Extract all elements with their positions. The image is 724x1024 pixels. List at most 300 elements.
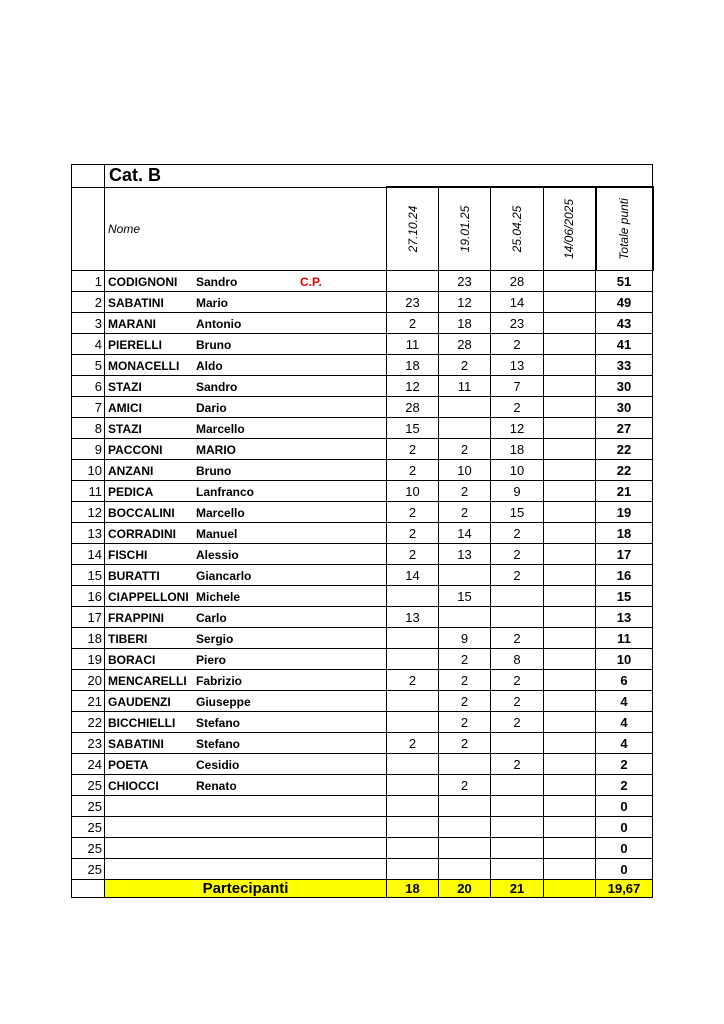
rank-cell: 25: [72, 775, 105, 796]
score-cell: [544, 649, 596, 670]
first-name: Carlo: [196, 610, 227, 625]
rank-cell: 15: [72, 565, 105, 586]
table-row: [72, 796, 653, 817]
rank-cell: 20: [72, 670, 105, 691]
score-cell: [491, 796, 544, 817]
total-cell: 0: [596, 838, 653, 859]
table-row: [72, 355, 653, 376]
rank-cell: 17: [72, 607, 105, 628]
score-cell: 2: [439, 649, 491, 670]
competitor-name-cell: [105, 313, 387, 334]
score-cell: 2: [491, 754, 544, 775]
surname: STAZI: [108, 421, 142, 436]
header-index-cell: [72, 187, 105, 271]
competitor-name-cell: [105, 544, 387, 565]
surname: ANZANI: [108, 463, 154, 478]
score-cell: 28: [491, 271, 544, 292]
total-cell: 43: [596, 313, 653, 334]
score-cell: 2: [387, 544, 439, 565]
score-cell: [544, 523, 596, 544]
header-date-2: [439, 187, 491, 271]
rank-cell: 14: [72, 544, 105, 565]
score-cell: 13: [491, 355, 544, 376]
table-row: [72, 523, 653, 544]
competitor-name-cell: [105, 502, 387, 523]
score-cell: [544, 607, 596, 628]
score-cell: 2: [439, 733, 491, 754]
rank-cell: 21: [72, 691, 105, 712]
score-cell: [544, 502, 596, 523]
competitor-name-cell: [105, 817, 387, 838]
first-name: Bruno: [196, 463, 232, 478]
score-cell: [387, 796, 439, 817]
total-cell: 13: [596, 607, 653, 628]
score-cell: 2: [491, 397, 544, 418]
competitor-name-cell: [105, 334, 387, 355]
participants-count: 20: [439, 880, 491, 898]
participants-count: 18: [387, 880, 439, 898]
score-cell: [544, 544, 596, 565]
score-cell: [491, 859, 544, 880]
date-label-4: 14/06/2025: [562, 198, 577, 260]
score-cell: [544, 775, 596, 796]
score-cell: 2: [387, 313, 439, 334]
score-cell: [544, 670, 596, 691]
surname: FRAPPINI: [108, 610, 165, 625]
competitor-name-cell: [105, 523, 387, 544]
surname: BOCCALINI: [108, 505, 175, 520]
table-row: [72, 376, 653, 397]
competitor-name-cell: [105, 418, 387, 439]
footer-row: [72, 880, 653, 898]
score-cell: 23: [387, 292, 439, 313]
total-cell: 51: [596, 271, 653, 292]
rank-cell: 24: [72, 754, 105, 775]
table-row: [72, 292, 653, 313]
competitor-name-cell: [105, 691, 387, 712]
total-cell: 22: [596, 460, 653, 481]
rank-cell: 22: [72, 712, 105, 733]
total-cell: 15: [596, 586, 653, 607]
surname: PEDICA: [108, 484, 154, 499]
competitor-name-cell: [105, 775, 387, 796]
score-cell: [544, 817, 596, 838]
first-name: Renato: [196, 778, 237, 793]
first-name: Manuel: [196, 526, 238, 541]
score-cell: 2: [491, 712, 544, 733]
total-cell: 0: [596, 817, 653, 838]
score-cell: 13: [439, 544, 491, 565]
competitor-name-cell: [105, 439, 387, 460]
score-cell: [544, 628, 596, 649]
score-cell: [544, 754, 596, 775]
table-row: [72, 859, 653, 880]
score-cell: [491, 733, 544, 754]
surname: POETA: [108, 757, 149, 772]
table-row: [72, 649, 653, 670]
total-cell: 0: [596, 796, 653, 817]
table-row: [72, 313, 653, 334]
total-cell: 49: [596, 292, 653, 313]
score-cell: [387, 586, 439, 607]
score-cell: 12: [491, 418, 544, 439]
rank-cell: 6: [72, 376, 105, 397]
first-name: Marcello: [196, 421, 245, 436]
score-cell: [439, 838, 491, 859]
competitor-name-cell: [105, 607, 387, 628]
surname: PACCONI: [108, 442, 163, 457]
competitor-name-cell: [105, 796, 387, 817]
surname: CORRADINI: [108, 526, 176, 541]
score-cell: 10: [387, 481, 439, 502]
competitor-name-cell: [105, 670, 387, 691]
score-cell: [544, 691, 596, 712]
score-cell: 2: [387, 460, 439, 481]
standings-sheet: [71, 164, 652, 898]
score-cell: 2: [491, 334, 544, 355]
score-cell: [544, 418, 596, 439]
competitor-name-cell: [105, 565, 387, 586]
rank-cell: 4: [72, 334, 105, 355]
header-total: [596, 187, 653, 271]
score-cell: [544, 481, 596, 502]
rank-cell: 16: [72, 586, 105, 607]
competitor-name-cell: [105, 376, 387, 397]
surname: BURATTI: [108, 568, 160, 583]
footer-index-cell: [72, 880, 105, 898]
competitor-name-cell: [105, 859, 387, 880]
score-cell: [387, 271, 439, 292]
table-row: [72, 775, 653, 796]
score-cell: [544, 376, 596, 397]
table-row: [72, 733, 653, 754]
note-badge: C.P.: [300, 274, 322, 289]
surname: GAUDENZI: [108, 694, 171, 709]
score-cell: [544, 586, 596, 607]
surname: STAZI: [108, 379, 142, 394]
score-cell: 7: [491, 376, 544, 397]
score-cell: 28: [439, 334, 491, 355]
score-cell: 15: [491, 502, 544, 523]
score-cell: 9: [439, 628, 491, 649]
competitor-name-cell: [105, 586, 387, 607]
surname: MONACELLI: [108, 358, 180, 373]
first-name: Marcello: [196, 505, 245, 520]
total-cell: 4: [596, 712, 653, 733]
total-cell: 30: [596, 376, 653, 397]
total-cell: 18: [596, 523, 653, 544]
total-cell: 27: [596, 418, 653, 439]
header-date-4: [544, 187, 596, 271]
total-label: Totale punti: [617, 198, 631, 260]
table-row: [72, 586, 653, 607]
table-row: [72, 544, 653, 565]
name-column-header: Nome: [108, 222, 141, 237]
score-cell: [544, 439, 596, 460]
surname: BICCHIELLI: [108, 715, 176, 730]
score-cell: 8: [491, 649, 544, 670]
score-cell: [387, 712, 439, 733]
participants-count: 21: [491, 880, 544, 898]
score-cell: 14: [387, 565, 439, 586]
first-name: Giancarlo: [196, 568, 252, 583]
score-cell: 12: [439, 292, 491, 313]
table-row: [72, 481, 653, 502]
surname: FISCHI: [108, 547, 148, 562]
score-cell: [544, 796, 596, 817]
score-cell: 11: [387, 334, 439, 355]
first-name: Dario: [196, 400, 227, 415]
score-cell: [387, 838, 439, 859]
score-cell: 11: [439, 376, 491, 397]
score-cell: [387, 775, 439, 796]
score-cell: [544, 838, 596, 859]
table-row: [72, 418, 653, 439]
score-cell: 2: [491, 670, 544, 691]
date-label-1: 27.10.24: [405, 205, 420, 253]
first-name: Antonio: [196, 316, 242, 331]
score-cell: 2: [387, 733, 439, 754]
score-cell: 2: [387, 502, 439, 523]
score-cell: 15: [439, 586, 491, 607]
surname: CHIOCCI: [108, 778, 159, 793]
score-cell: 2: [439, 712, 491, 733]
rank-cell: 5: [72, 355, 105, 376]
header-row: [72, 187, 653, 271]
rank-cell: 13: [72, 523, 105, 544]
table-row: [72, 460, 653, 481]
score-cell: 9: [491, 481, 544, 502]
score-cell: [544, 733, 596, 754]
score-cell: [544, 334, 596, 355]
rank-cell: 18: [72, 628, 105, 649]
first-name: Giuseppe: [196, 694, 251, 709]
rank-cell: 23: [72, 733, 105, 754]
participants-count: [544, 880, 596, 898]
score-cell: [387, 817, 439, 838]
rank-cell: 12: [72, 502, 105, 523]
score-cell: [387, 649, 439, 670]
score-cell: 10: [491, 460, 544, 481]
score-cell: 2: [439, 355, 491, 376]
score-cell: 18: [387, 355, 439, 376]
total-cell: 11: [596, 628, 653, 649]
score-cell: 2: [491, 628, 544, 649]
rank-cell: 19: [72, 649, 105, 670]
rank-cell: 25: [72, 859, 105, 880]
score-cell: 2: [439, 775, 491, 796]
score-cell: 23: [439, 271, 491, 292]
score-cell: [544, 712, 596, 733]
rank-cell: 9: [72, 439, 105, 460]
table-row: [72, 439, 653, 460]
total-cell: 0: [596, 859, 653, 880]
rank-cell: 10: [72, 460, 105, 481]
competitor-name-cell: [105, 733, 387, 754]
total-cell: 19: [596, 502, 653, 523]
score-cell: [544, 271, 596, 292]
rank-cell: 3: [72, 313, 105, 334]
score-cell: 14: [491, 292, 544, 313]
first-name: Stefano: [196, 736, 241, 751]
header-date-3: [491, 187, 544, 271]
score-cell: 14: [439, 523, 491, 544]
score-cell: 15: [387, 418, 439, 439]
score-cell: 2: [387, 523, 439, 544]
score-cell: [491, 607, 544, 628]
standings-table: [71, 164, 654, 898]
total-cell: 22: [596, 439, 653, 460]
total-cell: 4: [596, 733, 653, 754]
score-cell: [544, 313, 596, 334]
score-cell: 28: [387, 397, 439, 418]
score-cell: 18: [491, 439, 544, 460]
rank-cell: 1: [72, 271, 105, 292]
score-cell: 2: [439, 670, 491, 691]
score-cell: 18: [439, 313, 491, 334]
score-cell: [544, 355, 596, 376]
table-row: [72, 607, 653, 628]
table-row: [72, 712, 653, 733]
first-name: MARIO: [196, 442, 236, 457]
score-cell: [544, 460, 596, 481]
total-cell: 6: [596, 670, 653, 691]
table-row: [72, 628, 653, 649]
table-row: [72, 271, 653, 292]
first-name: Mario: [196, 295, 229, 310]
title-row: [72, 165, 653, 188]
competitor-name-cell: [105, 712, 387, 733]
score-cell: [544, 565, 596, 586]
table-row: [72, 565, 653, 586]
surname: TIBERI: [108, 631, 148, 646]
surname: SABATINI: [108, 295, 164, 310]
table-row: [72, 670, 653, 691]
competitor-name-cell: [105, 460, 387, 481]
competitor-name-cell: [105, 649, 387, 670]
score-cell: [491, 838, 544, 859]
surname: AMICI: [108, 400, 142, 415]
score-cell: [439, 859, 491, 880]
date-label-2: 19.01.25: [457, 205, 472, 253]
score-cell: [387, 691, 439, 712]
score-cell: 2: [387, 439, 439, 460]
score-cell: [491, 775, 544, 796]
competitor-name-cell: [105, 397, 387, 418]
total-cell: 21: [596, 481, 653, 502]
score-cell: 2: [439, 481, 491, 502]
score-cell: 2: [491, 544, 544, 565]
header-name-cell: [105, 187, 387, 271]
first-name: Michele: [196, 589, 241, 604]
rank-cell: 25: [72, 796, 105, 817]
first-name: Cesidio: [196, 757, 240, 772]
first-name: Alessio: [196, 547, 239, 562]
first-name: Sandro: [196, 379, 238, 394]
table-row: [72, 397, 653, 418]
table-row: [72, 334, 653, 355]
score-cell: [544, 859, 596, 880]
rank-cell: 25: [72, 817, 105, 838]
first-name: Sergio: [196, 631, 234, 646]
score-cell: [439, 607, 491, 628]
rank-cell: 11: [72, 481, 105, 502]
participants-label: Partecipanti: [105, 880, 387, 898]
participants-average: 19,67: [596, 880, 653, 898]
score-cell: 2: [387, 670, 439, 691]
competitor-name-cell: [105, 481, 387, 502]
score-cell: 2: [491, 523, 544, 544]
score-cell: [544, 397, 596, 418]
surname: CIAPPELLONI: [108, 589, 189, 604]
surname: BORACI: [108, 652, 156, 667]
competitor-name-cell: [105, 292, 387, 313]
score-cell: 2: [491, 691, 544, 712]
competitor-name-cell: [105, 355, 387, 376]
first-name: Lanfranco: [196, 484, 255, 499]
score-cell: [439, 754, 491, 775]
rank-cell: 2: [72, 292, 105, 313]
score-cell: [387, 754, 439, 775]
competitor-name-cell: [105, 628, 387, 649]
first-name: Piero: [196, 652, 227, 667]
table-row: [72, 502, 653, 523]
table-row: [72, 691, 653, 712]
competitor-name-cell: [105, 754, 387, 775]
score-cell: 2: [439, 439, 491, 460]
total-cell: 16: [596, 565, 653, 586]
total-cell: 2: [596, 754, 653, 775]
score-cell: [439, 418, 491, 439]
first-name: Stefano: [196, 715, 241, 730]
score-cell: [491, 817, 544, 838]
title-index-cell: [72, 165, 105, 188]
total-cell: 2: [596, 775, 653, 796]
category-title: Cat. B: [105, 165, 653, 188]
competitor-name-cell: [105, 271, 387, 292]
total-cell: 41: [596, 334, 653, 355]
score-cell: [491, 586, 544, 607]
surname: MENCARELLI: [108, 673, 187, 688]
first-name: Bruno: [196, 337, 232, 352]
first-name: Fabrizio: [196, 673, 243, 688]
surname: MARANI: [108, 316, 156, 331]
score-cell: [544, 292, 596, 313]
surname: CODIGNONI: [108, 274, 178, 289]
first-name: Aldo: [196, 358, 223, 373]
surname: SABATINI: [108, 736, 164, 751]
surname: PIERELLI: [108, 337, 163, 352]
score-cell: 10: [439, 460, 491, 481]
score-cell: 2: [439, 502, 491, 523]
table-row: [72, 754, 653, 775]
score-cell: [439, 817, 491, 838]
total-cell: 30: [596, 397, 653, 418]
rank-cell: 25: [72, 838, 105, 859]
score-cell: [439, 565, 491, 586]
total-cell: 33: [596, 355, 653, 376]
total-cell: 4: [596, 691, 653, 712]
rank-cell: 7: [72, 397, 105, 418]
header-date-1: [387, 187, 439, 271]
first-name: Sandro: [196, 274, 238, 289]
score-cell: [387, 859, 439, 880]
score-cell: 2: [439, 691, 491, 712]
competitor-name-cell: [105, 838, 387, 859]
rank-cell: 8: [72, 418, 105, 439]
total-cell: 17: [596, 544, 653, 565]
table-row: [72, 817, 653, 838]
